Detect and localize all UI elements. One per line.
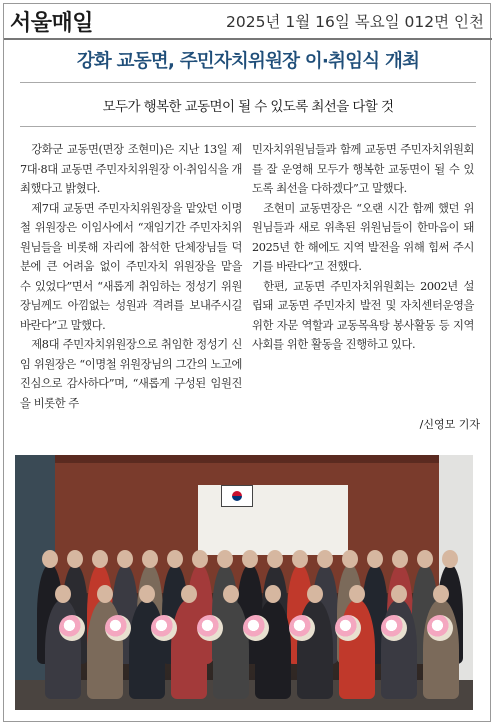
- person-head: [342, 550, 358, 568]
- person-head: [117, 550, 133, 568]
- person-figure: [255, 599, 291, 699]
- headline-divider: [20, 82, 476, 83]
- group-photo: [15, 455, 473, 710]
- flower-bouquet: [381, 615, 407, 641]
- person-figure: [87, 599, 123, 699]
- paragraph: 한편, 교동면 주민자치위원회는 2002년 설립돼 교동면 주민자치 발전 및 자치센터운영을 위한 자문 역할과 교동목욕탕 봉사활동 등 지역사회를 위한 활동을 진행하고 있다.: [252, 279, 474, 351]
- person-head: [139, 585, 155, 603]
- person-figure: [339, 599, 375, 699]
- headline: 강화 교동면, 주민자치위원장 이·취임식 개최: [76, 51, 420, 72]
- person-head: [142, 550, 158, 568]
- flower-bouquet: [151, 615, 177, 641]
- person-head: [92, 550, 108, 568]
- person-head: [391, 585, 407, 603]
- person-head: [192, 550, 208, 568]
- person-head: [167, 550, 183, 568]
- flower-bouquet: [105, 615, 131, 641]
- person-head: [67, 550, 83, 568]
- byline: /신영모 기자: [419, 418, 480, 431]
- person-head: [307, 585, 323, 603]
- person-figure: [171, 599, 207, 699]
- person-figure: [129, 599, 165, 699]
- flower-bouquet: [59, 615, 85, 641]
- person-head: [217, 550, 233, 568]
- person-figure: [297, 599, 333, 699]
- paragraph: 제8대 주민자치위원장으로 취임한 정성기 신임 위원장은 “이명철 위원장님의 그간의 노고에 진심으로 감사하다”며, “새롭게 구성된 임원진을 비롯한 주: [20, 338, 242, 410]
- person-head: [433, 585, 449, 603]
- person-head: [267, 550, 283, 568]
- person-figure: [381, 599, 417, 699]
- article-column-right: [252, 140, 474, 355]
- person-figure: [213, 599, 249, 699]
- person-head: [349, 585, 365, 603]
- flower-bouquet: [243, 615, 269, 641]
- person-head: [265, 585, 281, 603]
- person-figure: [423, 599, 459, 699]
- person-head: [223, 585, 239, 603]
- paragraph: 강화군 교동면(면장 조현미)은 지난 13일 제7대·8대 교동면 주민자치위원장 이·취임식을 개최했다고 밝혔다.: [20, 143, 242, 195]
- person-head: [181, 585, 197, 603]
- person-head: [42, 550, 58, 568]
- person-head: [317, 550, 333, 568]
- subhead-divider: [20, 126, 476, 127]
- person-head: [442, 550, 458, 568]
- flower-bouquet: [335, 615, 361, 641]
- paragraph: 조현미 교동면장은 “오랜 시간 함께 했던 위원님들과 새로 위촉된 위원님들이 한마음이 돼 2025년 한 해에도 지역 발전을 위해 힘써 주시기를 바란다”고 전했다.: [252, 201, 474, 273]
- top-rule: [4, 38, 492, 40]
- dateline: 2025년 1월 16일 목요일 012면 인천: [225, 13, 484, 31]
- person-head: [392, 550, 408, 568]
- person-head: [367, 550, 383, 568]
- subheadline: 모두가 행복한 교동면이 될 수 있도록 최선을 다할 것: [102, 99, 394, 115]
- person-head: [55, 585, 71, 603]
- newspaper-masthead: 서울매일: [10, 11, 94, 36]
- person-head: [97, 585, 113, 603]
- flower-bouquet: [427, 615, 453, 641]
- flower-bouquet: [289, 615, 315, 641]
- person-head: [417, 550, 433, 568]
- person-head: [242, 550, 258, 568]
- paragraph: 민자치위원님들과 함께 교동면 주민자치위원회를 잘 운영해 모두가 행복한 교동면이 될 수 있도록 최선을 다하겠다”고 말했다.: [252, 143, 474, 195]
- article-column-left: [20, 140, 242, 413]
- person-figure: [45, 599, 81, 699]
- korean-flag-icon: [221, 485, 253, 507]
- person-head: [292, 550, 308, 568]
- flower-bouquet: [197, 615, 223, 641]
- paragraph: 제7대 교동면 주민자치위원장을 맡았던 이명철 위원장은 이임사에서 “재임기간 주민자치위원님들을 비롯해 자리에 참석한 단체장님들 덕분에 큰 어려움 없이 주민자치 위원장을 맡을 수 있었다”면서 “새롭게 취임하는 정성기 위원장님께도 아낌없는 성원과 격려를 보내주시길 바란다”고 말했다.: [20, 201, 242, 332]
